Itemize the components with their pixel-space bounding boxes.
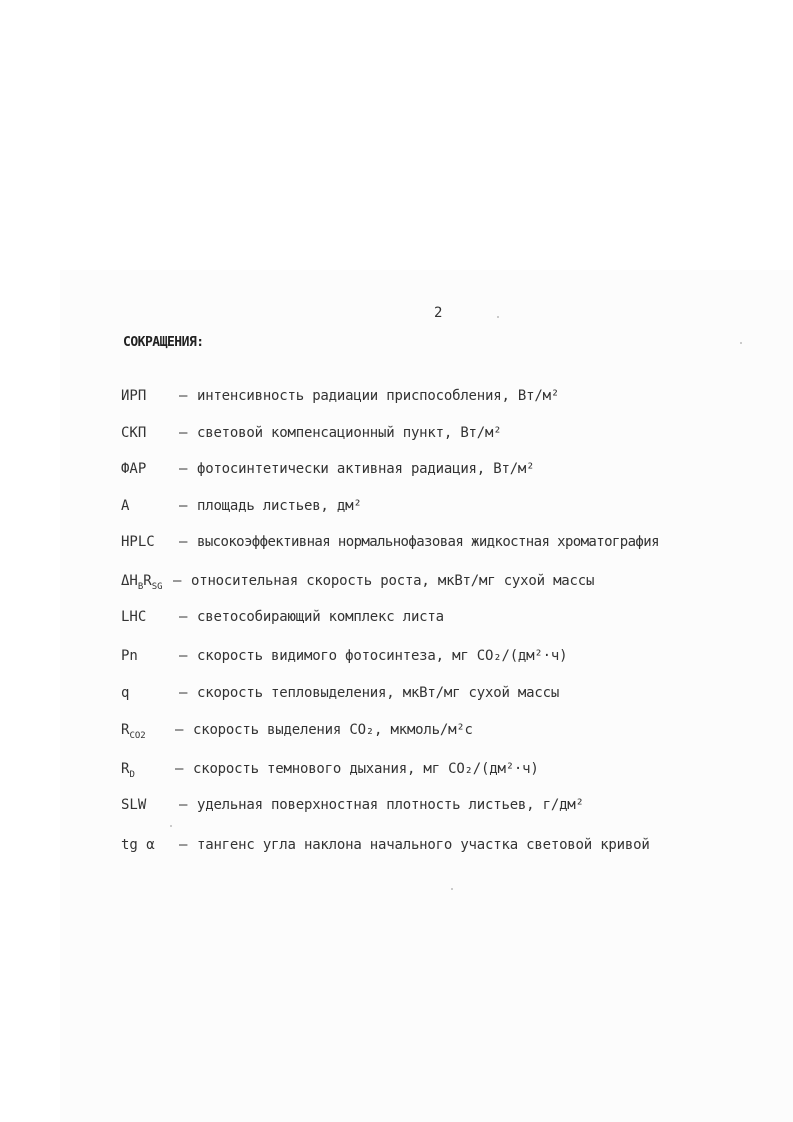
r-symbol: R — [121, 722, 130, 738]
abbreviation-definition: тангенс угла наклона начального участка световой кривой — [197, 837, 650, 853]
abbreviation-definition: скорость тепловыделения, мкВт/мг сухой массы — [197, 685, 560, 701]
abbreviation-term: СКП — [121, 425, 147, 441]
abbreviation-dash: – — [179, 837, 188, 853]
abbreviation-dash: – — [179, 388, 188, 404]
section-heading: СОКРАЩЕНИЯ: — [123, 335, 204, 350]
abbreviation-definition: световой компенсационный пункт, Вт/м² — [197, 425, 502, 441]
abbreviation-dash: – — [179, 648, 188, 664]
abbreviation-definition: скорость выделения CO₂, мкмоль/м²с — [193, 722, 473, 738]
abbreviation-dash: – — [179, 797, 188, 813]
abbreviation-definition: относительная скорость роста, мкВт/мг сухой массы — [191, 573, 595, 589]
scan-speck — [451, 888, 453, 890]
abbreviation-dash: – — [179, 534, 188, 550]
abbreviation-term: Pn — [121, 648, 138, 664]
abbreviation-term: tg α — [121, 837, 155, 853]
term-subscript: D — [129, 769, 135, 780]
abbreviation-dash: – — [175, 761, 184, 777]
page-number: 2 — [434, 305, 443, 321]
abbreviation-term: A — [121, 498, 130, 514]
abbreviation-term: ИРП — [121, 388, 147, 404]
abbreviation-definition: высокоэффективная нормальнофазовая жидкостная хроматография — [197, 534, 659, 550]
abbreviation-dash: – — [179, 685, 188, 701]
abbreviation-term: SLW — [121, 797, 147, 813]
term-subscript: SG — [151, 581, 163, 592]
abbreviation-term — [121, 569, 163, 599]
abbreviation-term: LHC — [121, 609, 147, 625]
r-symbol: R — [121, 761, 130, 777]
abbreviation-term: ФАР — [121, 461, 147, 477]
scan-speck — [497, 316, 499, 318]
abbreviation-definition: скорость видимого фотосинтеза, мг CO₂/(дм²·ч) — [197, 648, 568, 664]
abbreviation-definition: удельная поверхностная плотность листьев, г/дм² — [197, 797, 584, 813]
abbreviation-term: HPLC — [121, 534, 155, 550]
abbreviation-definition: интенсивность радиации приспособления, Вт/м² — [197, 388, 560, 404]
abbreviation-term — [121, 718, 146, 748]
abbreviation-definition: светособирающий комплекс листа — [197, 609, 444, 625]
abbreviation-term: q — [121, 685, 130, 701]
abbreviation-term — [121, 757, 135, 787]
abbreviation-dash: – — [175, 722, 184, 738]
r-symbol: R — [143, 573, 152, 589]
term-subscript: CO2 — [129, 730, 146, 741]
scan-speck — [740, 342, 742, 344]
abbreviation-dash: – — [179, 498, 188, 514]
abbreviation-definition: фотосинтетически активная радиация, Вт/м² — [197, 461, 535, 477]
abbreviation-dash: – — [179, 609, 188, 625]
scan-speck — [170, 825, 172, 827]
abbreviation-definition: скорость темнового дыхания, мг CO₂/(дм²·ч) — [193, 761, 539, 777]
abbreviation-dash: – — [173, 573, 182, 589]
abbreviation-dash: – — [179, 461, 188, 477]
abbreviation-dash: – — [179, 425, 188, 441]
delta-h-symbol: ΔH — [121, 573, 138, 589]
term-subscript: B — [137, 581, 144, 592]
abbreviation-definition: площадь листьев, дм² — [197, 498, 362, 514]
